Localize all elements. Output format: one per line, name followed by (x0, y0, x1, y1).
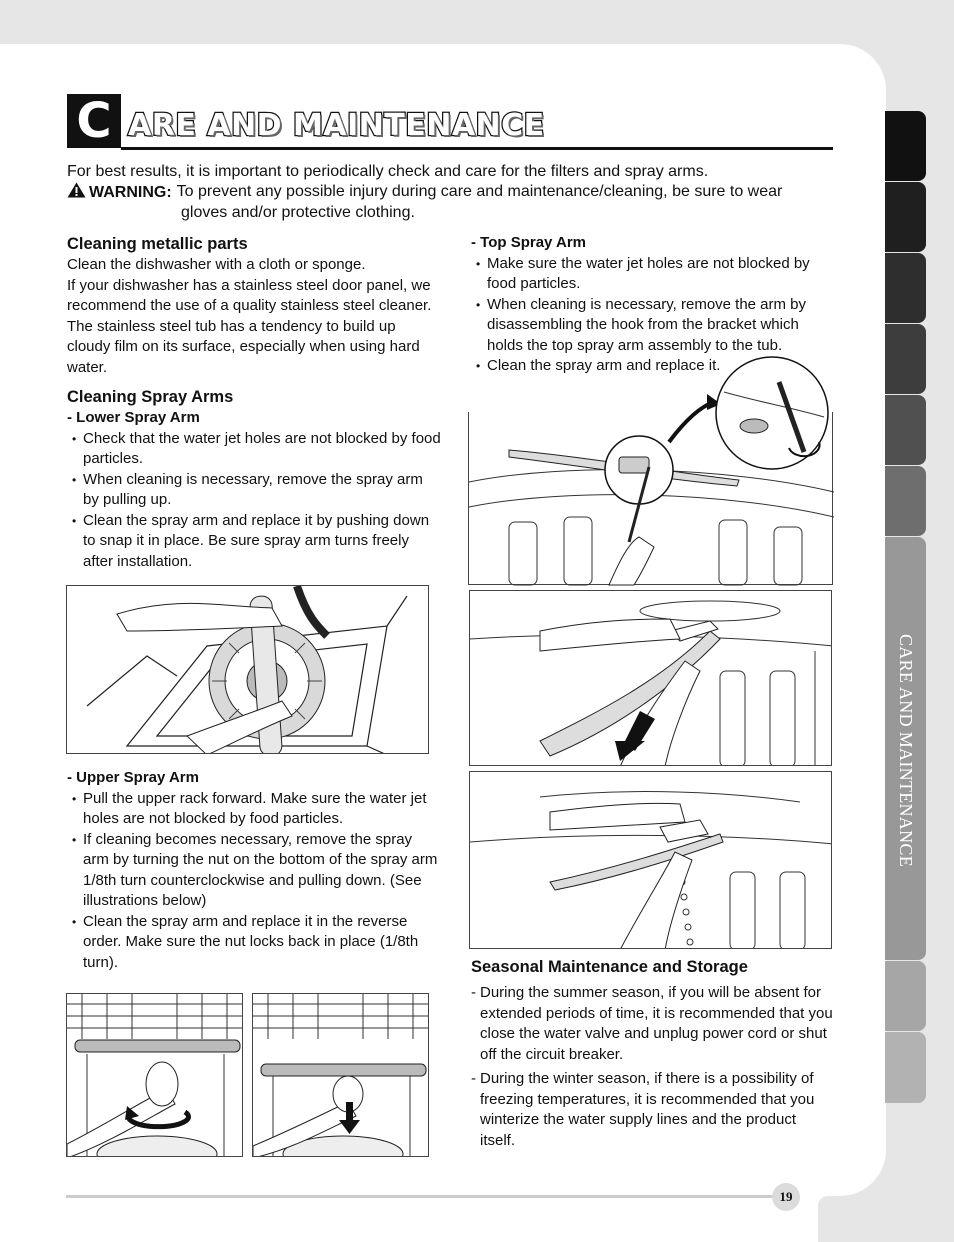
list-item: • Clean the spray arm and replace it. (471, 356, 826, 377)
footer-rule (66, 1195, 778, 1198)
warning-text-1: To prevent any possible injury during care and maintenance/cleaning, be sure to wear (176, 183, 783, 200)
warning-line (67, 182, 837, 203)
top-arm-hook-illustration (468, 412, 833, 585)
page-number: 19 (772, 1183, 800, 1211)
top-arm-replace-illustration (469, 771, 832, 949)
metallic-heading: Cleaning metallic parts (67, 235, 248, 253)
intro (67, 162, 837, 223)
list-item: - During the winter season, if there is a possibility of freezing temperatures, it is recommended that you winterize the water supply lines and the product itself. (471, 1069, 833, 1151)
page-bottom (0, 1196, 954, 1242)
list-item: - During the summer season, if you will be absent for extended periods of time, it is recommended that you close the water valve and unplug power cord or shut off the circuit breaker. (471, 983, 833, 1065)
list-item: • Make sure the water jet holes are not blocked by food particles. (471, 254, 826, 295)
upper-arm-heading: - Upper Spray Arm (67, 769, 199, 786)
warning-label: WARNING: (89, 184, 172, 201)
top-arm-heading: - Top Spray Arm (471, 234, 587, 251)
chapter-tab-9[interactable] (885, 1032, 926, 1103)
page-title: ARE AND MAINTENANCE (128, 108, 545, 143)
warning-triangle-icon (67, 182, 86, 198)
metallic-p1: Clean the dishwasher with a cloth or sponge. (67, 256, 366, 273)
page-bottom-margin (818, 1196, 954, 1242)
chapter-tab-4[interactable] (885, 324, 926, 394)
intro-text: For best results, it is important to periodically check and care for the filters and spray arms. (67, 163, 709, 180)
warning-text-2: gloves and/or protective clothing. (181, 204, 415, 221)
seasonal-list (471, 983, 833, 1151)
warning-label-wrap (67, 182, 172, 203)
upper-arm-pull-down-illustration (252, 993, 429, 1157)
left-column (67, 233, 442, 572)
list-item: • When cleaning is necessary, remove the arm by disassembling the hook from the bracket which holds the top spray arm assembly to the tub. (471, 295, 826, 357)
lower-arm-heading: - Lower Spray Arm (67, 409, 200, 426)
chapter-tab-3[interactable] (885, 253, 926, 323)
seasonal-heading: Seasonal Maintenance and Storage (471, 958, 748, 976)
chapter-tab-8[interactable] (885, 961, 926, 1031)
upper-arm-list (67, 789, 442, 974)
chapter-tab-1[interactable] (885, 111, 926, 181)
upper-arm-section (67, 768, 442, 973)
list-item: • When cleaning is necessary, remove the spray arm by pulling up. (67, 470, 442, 511)
seasonal-section (471, 956, 833, 1155)
chapter-tab-5[interactable] (885, 395, 926, 465)
chapter-tab-2[interactable] (885, 182, 926, 252)
spray-arms-heading: Cleaning Spray Arms (67, 388, 234, 406)
list-item: • Check that the water jet holes are not blocked by food particles. (67, 429, 442, 470)
metallic-p2: If your dishwasher has a stainless steel door panel, we recommend the use of a quality stainless steel cleaner. The stainless steel tub has a tendency to build up cloudy film on its surface, especially when using hard water. (67, 276, 432, 376)
list-item: • Clean the spray arm and replace it by pushing down to snap it in place. Be sure spray arm turns freely after installation. (67, 511, 442, 573)
title-initial: C (67, 94, 121, 148)
top-arm-section (471, 233, 826, 377)
lower-spray-arm-illustration (66, 585, 429, 754)
list-item: • Clean the spray arm and replace it in the reverse order. Make sure the nut locks back in place (1/8th turn). (67, 912, 442, 974)
chapter-tab-6[interactable] (885, 466, 926, 536)
list-item: • Pull the upper rack forward. Make sure the water jet holes are not blocked by food particles. (67, 789, 442, 830)
lower-arm-list (67, 429, 442, 573)
side-tab-label: CARE AND MAINTENANCE (896, 633, 916, 867)
upper-arm-rotate-illustration (66, 993, 243, 1157)
list-item: • If cleaning becomes necessary, remove the spray arm by turning the nut on the bottom of the spray arm 1/8th turn counterclockwise and pulling down. (See illustrations below) (67, 830, 442, 912)
top-arm-removal-illustration (469, 590, 832, 766)
title-underline (121, 147, 833, 150)
